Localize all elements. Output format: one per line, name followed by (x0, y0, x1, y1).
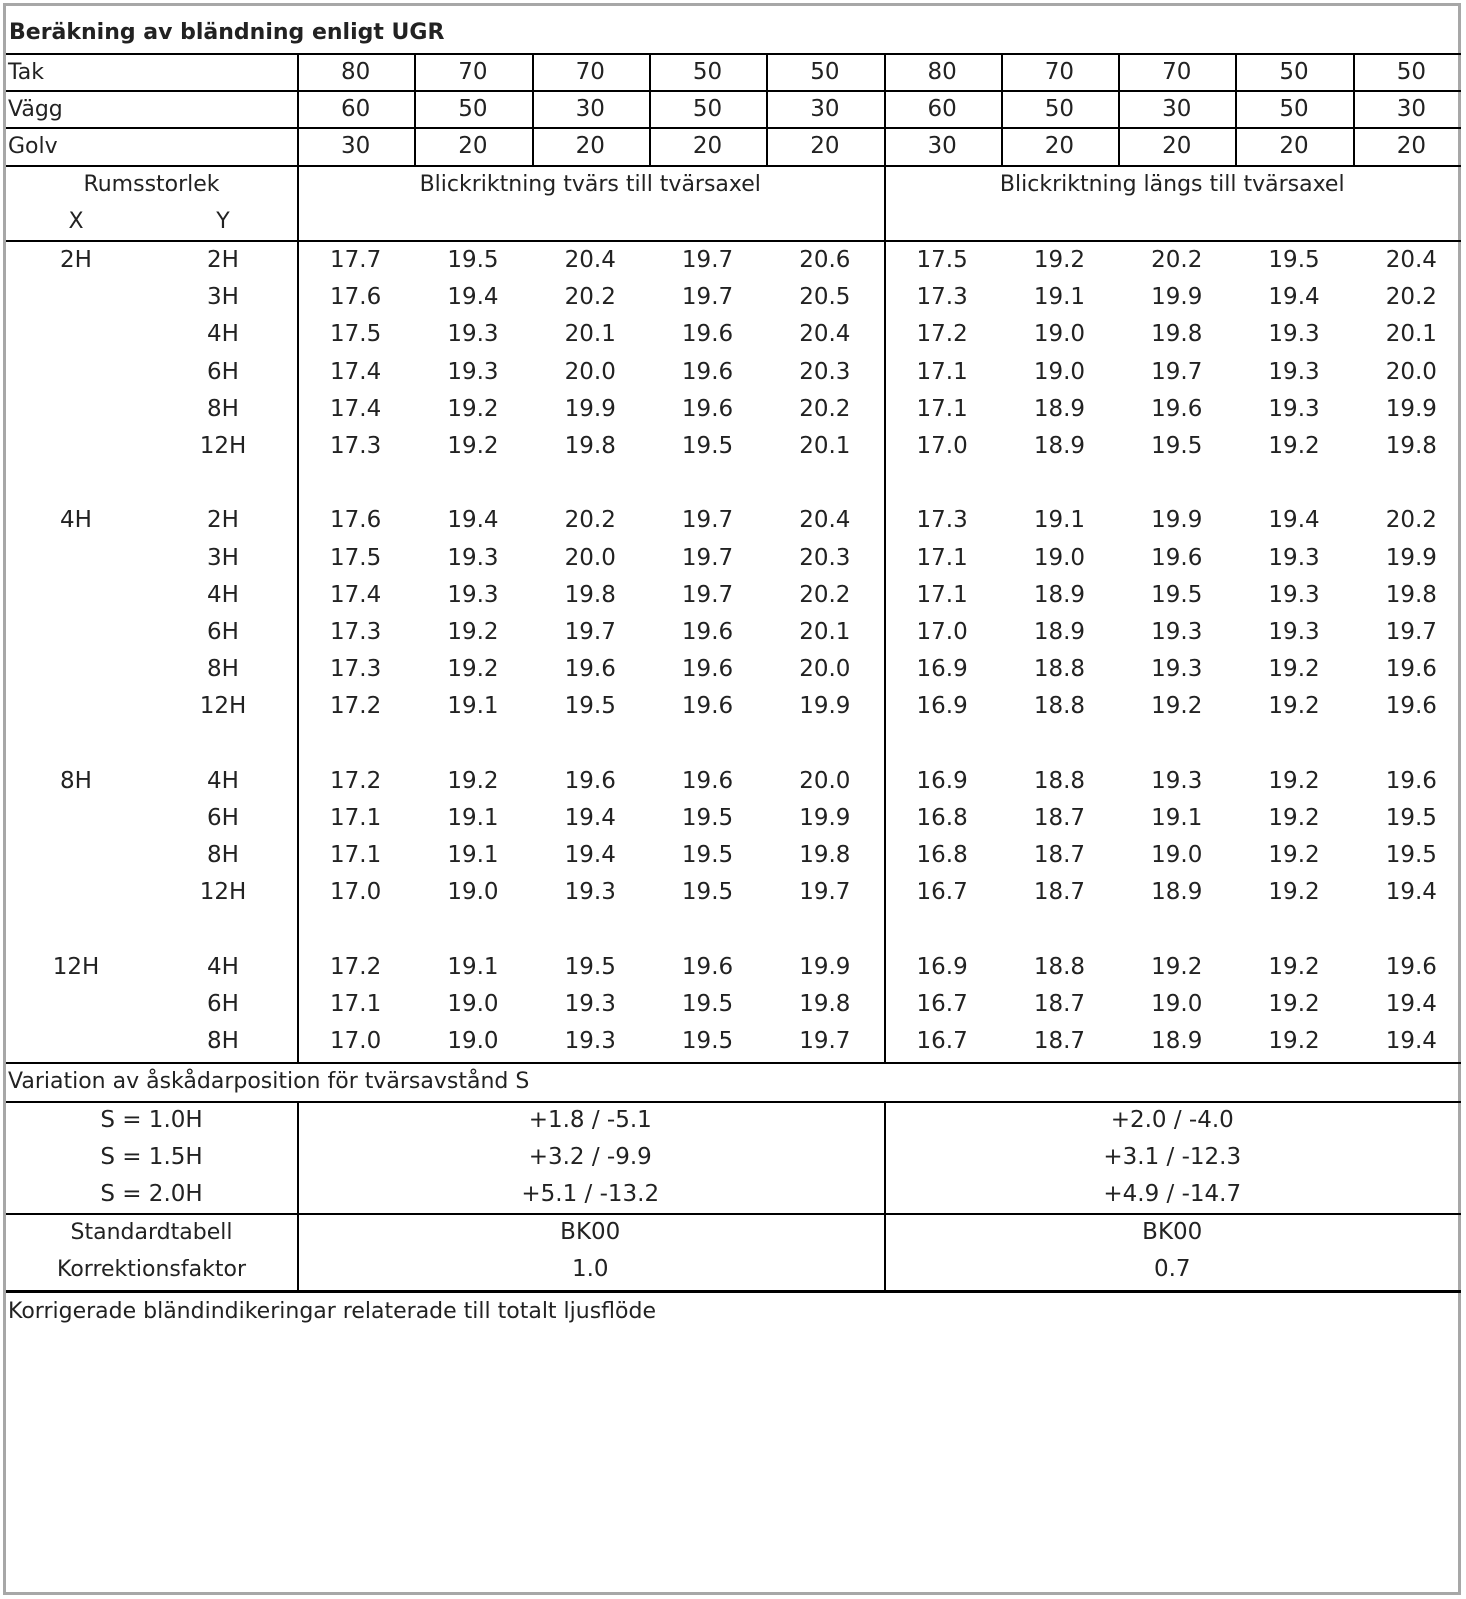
ugr-value: 16.7 (916, 879, 968, 906)
room-y-value: 2H (207, 247, 239, 273)
ugr-value: 19.3 (447, 358, 499, 385)
reflectance-value: 50 (1279, 59, 1309, 85)
reflectance-value: 30 (1162, 96, 1192, 123)
ugr-value: 20.0 (799, 767, 851, 794)
variation-left-value: +1.8 / -5.1 (528, 1106, 652, 1133)
ugr-value: 19.4 (1385, 879, 1437, 906)
ugr-value: 20.2 (1151, 247, 1203, 273)
ugr-value: 18.9 (1033, 619, 1086, 645)
reflectance-label-tak: Tak (8, 60, 45, 85)
ugr-value: 19.0 (1151, 842, 1203, 869)
ugr-value: 19.6 (681, 619, 734, 645)
ugr-value: 19.0 (1151, 991, 1203, 1017)
ugr-value: 19.1 (1151, 805, 1203, 831)
reflectance-value: 20 (1162, 133, 1192, 160)
reflectance-value: 50 (692, 59, 723, 85)
ugr-value: 19.5 (681, 842, 734, 869)
ugr-value: 19.4 (1385, 991, 1437, 1017)
ugr-value: 19.7 (681, 581, 734, 608)
ugr-value: 19.5 (1385, 805, 1437, 831)
ugr-value: 19.4 (1268, 284, 1320, 311)
reflectance-value: 70 (1162, 59, 1192, 85)
ugr-value: 18.9 (1151, 1028, 1203, 1055)
variation-s-label: S = 2.0H (100, 1181, 203, 1207)
ugr-value: 17.2 (330, 953, 382, 980)
ugr-value: 19.5 (1385, 842, 1437, 869)
ugr-value: 17.1 (916, 581, 968, 608)
ugr-value: 19.5 (1151, 433, 1203, 459)
ugr-value: 19.9 (1385, 395, 1437, 422)
ugr-value: 19.2 (447, 656, 499, 683)
column-divider (414, 53, 416, 166)
ugr-value: 17.1 (916, 358, 968, 385)
reflectance-value: 30 (927, 133, 957, 160)
ugr-value: 19.1 (447, 693, 499, 720)
ugr-value: 17.3 (916, 284, 968, 311)
room-y-value: 6H (207, 991, 239, 1017)
ugr-value: 19.6 (1385, 656, 1437, 683)
ugr-value: 17.1 (330, 991, 382, 1017)
variation-right-value: +2.0 / -4.0 (1110, 1106, 1234, 1133)
ugr-value: 19.1 (1033, 507, 1086, 534)
room-y-value: 8H (207, 395, 239, 422)
ugr-value: 20.1 (799, 619, 851, 645)
ugr-value: 19.7 (799, 879, 851, 906)
ugr-value: 17.0 (916, 619, 968, 645)
ugr-value: 19.2 (1268, 1028, 1320, 1055)
ugr-value: 19.9 (799, 805, 851, 831)
page-title: Beräkning av bländning enligt UGR (9, 20, 445, 45)
reflectance-value: 70 (458, 59, 488, 85)
ugr-value: 19.5 (681, 805, 734, 831)
column-divider (1235, 53, 1237, 166)
ugr-value: 19.2 (1268, 656, 1320, 683)
ugr-value: 20.0 (1385, 358, 1437, 385)
room-size-label: Rumsstorlek (83, 172, 220, 197)
ugr-value: 20.2 (799, 395, 851, 422)
ugr-value: 16.7 (916, 991, 968, 1017)
reflectance-value: 50 (692, 96, 723, 123)
ugr-value: 17.4 (330, 395, 382, 422)
standard-table-right: BK00 (1142, 1219, 1203, 1246)
ugr-value: 19.4 (564, 805, 616, 831)
reflectance-value: 30 (575, 96, 605, 123)
ugr-value: 17.0 (330, 879, 382, 906)
room-y-value: 4H (207, 321, 239, 348)
ugr-value: 19.6 (681, 358, 734, 385)
room-y-value: 3H (207, 544, 239, 571)
reflectance-value: 60 (927, 96, 957, 123)
footer-note: Korrigerade bländindikeringar relaterade till totalt ljusflöde (8, 1298, 657, 1324)
ugr-value: 20.2 (564, 507, 616, 534)
ugr-value: 20.5 (799, 284, 851, 311)
reflectance-value: 20 (575, 133, 605, 160)
ugr-value: 19.8 (564, 581, 616, 608)
reflectance-value: 80 (927, 59, 957, 85)
ugr-value: 20.1 (1385, 321, 1437, 348)
ugr-value: 20.0 (564, 544, 616, 571)
ugr-value: 17.0 (330, 1028, 382, 1055)
ugr-value: 19.4 (1385, 1028, 1437, 1055)
ugr-value: 19.2 (1268, 433, 1320, 459)
ugr-value: 20.4 (1385, 247, 1437, 273)
ugr-value: 19.9 (1385, 544, 1437, 571)
reflectance-value: 50 (1279, 96, 1309, 123)
variation-s-label: S = 1.5H (100, 1143, 203, 1170)
ugr-value: 20.0 (564, 358, 616, 385)
ugr-value: 18.9 (1033, 581, 1086, 608)
ugr-value: 19.3 (564, 1028, 616, 1055)
ugr-value: 17.1 (330, 805, 382, 831)
reflectance-value: 30 (810, 96, 840, 123)
ugr-value: 19.3 (1268, 358, 1320, 385)
reflectance-value: 50 (458, 96, 488, 123)
ugr-value: 16.8 (916, 805, 968, 831)
ugr-value: 20.1 (564, 321, 616, 348)
ugr-value: 16.9 (916, 693, 968, 720)
ugr-value: 20.3 (799, 358, 851, 385)
ugr-value: 19.2 (1268, 693, 1320, 720)
ugr-value: 19.6 (1151, 395, 1203, 422)
ugr-value: 19.8 (1385, 581, 1437, 608)
room-x-value: 12H (52, 953, 100, 980)
ugr-value: 19.6 (1385, 767, 1437, 794)
standard-table-left: BK00 (560, 1219, 621, 1246)
ugr-value: 19.3 (564, 879, 616, 906)
ugr-value: 20.1 (799, 433, 851, 459)
ugr-value: 17.3 (330, 656, 382, 683)
ugr-value: 18.9 (1151, 879, 1203, 906)
ugr-value: 19.4 (564, 842, 616, 869)
correction-label: Korrektionsfaktor (57, 1257, 246, 1283)
variation-s-label: S = 1.0H (100, 1106, 203, 1133)
ugr-value: 19.3 (447, 544, 499, 571)
ugr-value: 16.8 (916, 842, 968, 869)
ugr-value: 20.4 (799, 507, 851, 534)
ugr-value: 19.7 (681, 284, 734, 311)
ugr-value: 17.7 (330, 247, 382, 273)
ugr-value: 19.2 (1268, 842, 1320, 869)
variation-title: Variation av åskådarposition för tvärsavstånd S (8, 1069, 530, 1095)
ugr-value: 19.6 (1385, 693, 1437, 720)
variation-left-value: +3.2 / -9.9 (528, 1143, 652, 1170)
ugr-value: 19.6 (681, 321, 734, 348)
room-y-value: 6H (207, 358, 239, 385)
ugr-value: 20.4 (799, 321, 851, 348)
ugr-value: 19.7 (681, 507, 734, 534)
x-label: X (68, 209, 84, 235)
room-y-value: 6H (207, 619, 239, 645)
reflectance-value: 50 (1044, 96, 1075, 123)
ugr-value: 19.1 (447, 953, 499, 980)
ugr-value: 18.7 (1033, 879, 1086, 906)
ugr-value: 17.1 (916, 544, 968, 571)
ugr-value: 17.5 (916, 247, 968, 273)
variation-right-value: +4.9 / -14.7 (1103, 1181, 1242, 1207)
ugr-value: 18.9 (1033, 395, 1086, 422)
ugr-value: 19.3 (1151, 656, 1203, 683)
room-y-value: 4H (207, 767, 239, 794)
ugr-value: 19.5 (681, 879, 734, 906)
reflectance-value: 20 (692, 133, 723, 160)
ugr-value: 19.4 (1268, 507, 1320, 534)
column-divider-middle (884, 1101, 886, 1290)
column-divider (297, 53, 299, 166)
reflectance-value: 30 (1396, 96, 1426, 123)
room-y-value: 6H (207, 805, 239, 831)
column-divider (1001, 53, 1003, 166)
ugr-value: 20.2 (799, 581, 851, 608)
ugr-value: 16.9 (916, 656, 968, 683)
ugr-value: 17.2 (330, 693, 382, 720)
reflectance-value: 30 (341, 133, 371, 160)
room-x-value: 4H (60, 507, 92, 534)
ugr-value: 19.5 (1151, 581, 1203, 608)
variation-left-value: +5.1 / -13.2 (521, 1181, 660, 1207)
ugr-value: 19.9 (799, 693, 851, 720)
ugr-value: 17.6 (330, 507, 382, 534)
room-x-value: 8H (60, 767, 92, 794)
ugr-value: 19.8 (1385, 433, 1437, 459)
ugr-value: 19.0 (447, 879, 499, 906)
ugr-value: 18.9 (1033, 433, 1086, 459)
reflectance-value: 20 (458, 133, 488, 160)
ugr-value: 17.5 (330, 544, 382, 571)
reflectance-value: 80 (341, 59, 371, 85)
ugr-value: 19.5 (681, 433, 734, 459)
ugr-value: 19.5 (447, 247, 499, 273)
ugr-value: 19.7 (799, 1028, 851, 1055)
ugr-value: 19.9 (1151, 507, 1203, 534)
ugr-value: 19.3 (447, 581, 499, 608)
reflectance-value: 70 (1044, 59, 1075, 85)
ugr-value: 17.3 (916, 507, 968, 534)
ugr-value: 19.1 (447, 805, 499, 831)
reflectance-value: 20 (810, 133, 840, 160)
ugr-value: 17.4 (330, 581, 382, 608)
ugr-value: 19.2 (1268, 953, 1320, 980)
ugr-value: 19.7 (681, 247, 734, 273)
ugr-value: 19.2 (1268, 991, 1320, 1017)
reflectance-value: 50 (1396, 59, 1426, 85)
ugr-value: 19.6 (1385, 953, 1437, 980)
ugr-value: 19.0 (447, 991, 499, 1017)
column-divider (532, 53, 534, 166)
ugr-value: 19.2 (1033, 247, 1086, 273)
ugr-value: 19.5 (1268, 247, 1320, 273)
column-divider-main (297, 166, 299, 1062)
ugr-value: 19.2 (447, 767, 499, 794)
ugr-value: 20.0 (799, 656, 851, 683)
room-y-value: 8H (207, 656, 239, 683)
ugr-value: 18.7 (1033, 991, 1086, 1017)
ugr-value: 19.4 (447, 507, 499, 534)
ugr-value: 18.8 (1033, 656, 1086, 683)
room-y-value: 12H (199, 879, 247, 906)
ugr-value: 19.3 (1151, 767, 1203, 794)
ugr-value: 19.6 (1151, 544, 1203, 571)
ugr-value: 18.8 (1033, 767, 1086, 794)
ugr-value: 19.8 (1151, 321, 1203, 348)
ugr-value: 19.9 (1151, 284, 1203, 311)
ugr-value: 20.6 (799, 247, 851, 273)
ugr-value: 19.2 (1268, 879, 1320, 906)
direction-left-label: Blickriktning tvärs till tvärsaxel (419, 172, 761, 197)
room-y-value: 2H (207, 507, 239, 534)
reflectance-value: 20 (1044, 133, 1075, 160)
reflectance-value: 50 (810, 59, 840, 85)
column-divider-main (297, 1101, 299, 1290)
ugr-value: 19.6 (681, 395, 734, 422)
ugr-value: 19.3 (1268, 581, 1320, 608)
ugr-value: 19.2 (447, 433, 499, 459)
column-divider-middle (884, 166, 886, 1062)
ugr-value: 19.0 (1033, 544, 1086, 571)
room-y-value: 8H (207, 1028, 239, 1055)
ugr-value: 19.9 (799, 953, 851, 980)
ugr-value: 17.4 (330, 358, 382, 385)
ugr-value: 19.0 (1033, 358, 1086, 385)
correction-right: 0.7 (1153, 1256, 1191, 1283)
ugr-value: 17.0 (916, 433, 968, 459)
ugr-value: 19.2 (1151, 693, 1203, 720)
ugr-value: 19.7 (1385, 619, 1437, 645)
ugr-value: 19.3 (1268, 619, 1320, 645)
ugr-value: 19.2 (1151, 953, 1203, 980)
reflectance-label-golv: Golv (8, 134, 58, 160)
ugr-value: 19.2 (1268, 805, 1320, 831)
column-divider (884, 53, 886, 166)
ugr-value: 17.1 (330, 842, 382, 869)
ugr-value: 20.2 (1385, 284, 1437, 311)
ugr-value: 19.2 (447, 395, 499, 422)
room-x-value: 2H (60, 247, 92, 273)
ugr-value: 17.6 (330, 284, 382, 311)
ugr-value: 19.0 (447, 1028, 499, 1055)
ugr-value: 19.5 (564, 693, 616, 720)
standard-table-label: Standardtabell (70, 1220, 233, 1246)
ugr-value: 19.4 (447, 284, 499, 311)
ugr-value: 19.9 (564, 395, 616, 422)
ugr-value: 19.3 (1151, 619, 1203, 645)
column-divider (1353, 53, 1355, 166)
room-y-value: 4H (207, 581, 239, 608)
ugr-value: 19.6 (681, 767, 734, 794)
ugr-value: 16.9 (916, 767, 968, 794)
ugr-value: 19.7 (564, 619, 616, 645)
room-y-value: 3H (207, 284, 239, 311)
ugr-value: 19.1 (1033, 284, 1086, 311)
ugr-value: 20.4 (564, 247, 616, 273)
y-label: Y (216, 209, 230, 235)
ugr-value: 19.3 (447, 321, 499, 348)
ugr-value: 19.5 (681, 991, 734, 1017)
reflectance-value: 60 (341, 96, 371, 123)
direction-right-label: Blickriktning längs till tvärsaxel (999, 172, 1345, 197)
ugr-value: 19.0 (1033, 321, 1086, 348)
reflectance-value: 70 (575, 59, 605, 85)
ugr-value: 20.2 (564, 284, 616, 311)
correction-left: 1.0 (571, 1256, 609, 1283)
reflectance-value: 20 (1396, 133, 1426, 160)
room-y-value: 4H (207, 953, 239, 980)
ugr-value: 16.9 (916, 953, 968, 980)
room-y-value: 12H (199, 433, 247, 459)
room-y-value: 8H (207, 842, 239, 869)
ugr-value: 19.3 (1268, 544, 1320, 571)
ugr-value: 19.6 (564, 767, 616, 794)
ugr-value: 18.7 (1033, 805, 1086, 831)
ugr-value: 20.3 (799, 544, 851, 571)
ugr-value: 19.6 (564, 656, 616, 683)
ugr-value: 17.3 (330, 619, 382, 645)
ugr-value: 19.8 (799, 991, 851, 1017)
ugr-value: 19.3 (564, 991, 616, 1017)
ugr-value: 19.2 (1268, 767, 1320, 794)
ugr-value: 19.8 (564, 433, 616, 459)
ugr-value: 19.1 (447, 842, 499, 869)
ugr-value: 19.6 (681, 953, 734, 980)
column-divider (766, 53, 768, 166)
ugr-value: 19.6 (681, 693, 734, 720)
variation-right-value: +3.1 / -12.3 (1103, 1143, 1242, 1170)
ugr-value: 16.7 (916, 1028, 968, 1055)
ugr-value: 18.7 (1033, 1028, 1086, 1055)
reflectance-label-vägg: Vägg (8, 97, 63, 123)
ugr-value: 19.7 (681, 544, 734, 571)
ugr-value: 19.5 (564, 953, 616, 980)
column-divider (649, 53, 651, 166)
ugr-value: 18.8 (1033, 953, 1086, 980)
ugr-value: 17.2 (330, 767, 382, 794)
ugr-value: 19.5 (681, 1028, 734, 1055)
room-y-value: 12H (199, 693, 247, 720)
column-divider (1118, 53, 1120, 166)
ugr-value: 19.3 (1268, 321, 1320, 348)
ugr-value: 19.8 (799, 842, 851, 869)
ugr-value: 18.8 (1033, 693, 1086, 720)
reflectance-value: 20 (1279, 133, 1309, 160)
ugr-value: 17.3 (330, 433, 382, 459)
ugr-value: 18.7 (1033, 842, 1086, 869)
ugr-value: 17.2 (916, 321, 968, 348)
ugr-value: 19.6 (681, 656, 734, 683)
ugr-value: 17.1 (916, 395, 968, 422)
ugr-value: 17.5 (330, 321, 382, 348)
ugr-value: 19.7 (1151, 358, 1203, 385)
ugr-value: 19.2 (447, 619, 499, 645)
ugr-value: 19.3 (1268, 395, 1320, 422)
ugr-value: 20.2 (1385, 507, 1437, 534)
